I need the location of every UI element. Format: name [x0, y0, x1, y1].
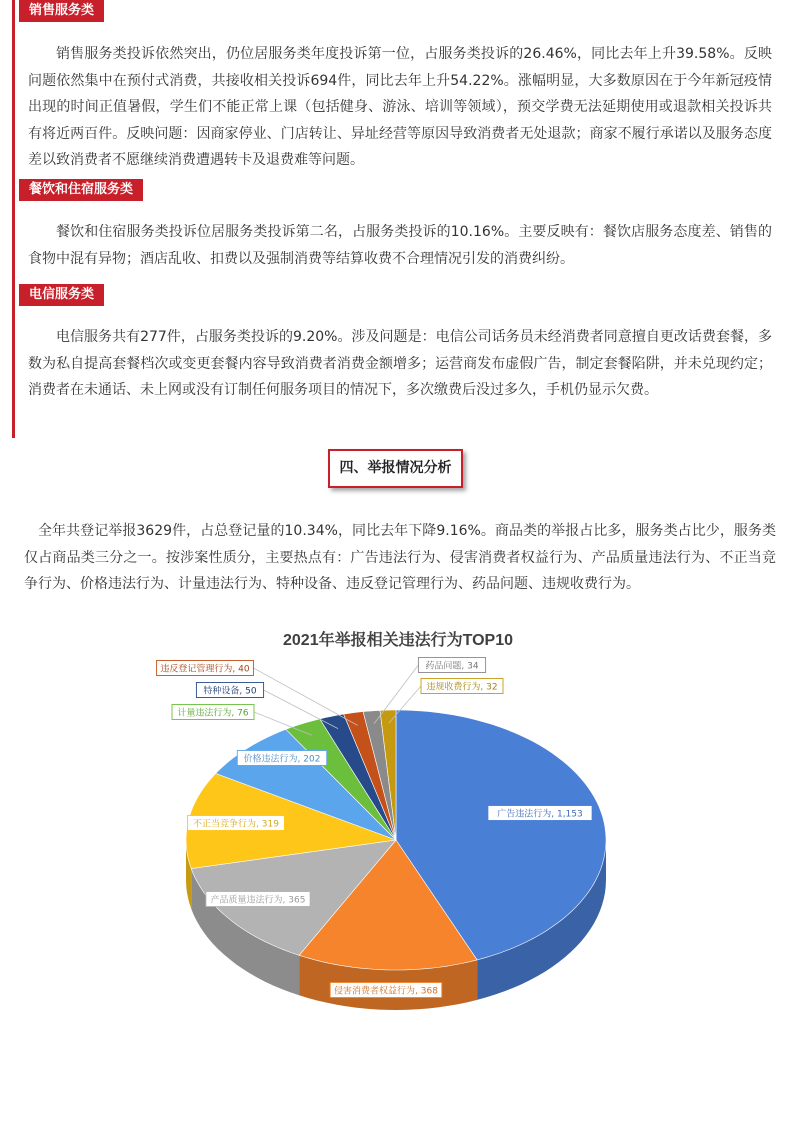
- data-label-3: 不正当竞争行为, 319: [193, 819, 279, 830]
- data-label-4: 价格违法行为, 202: [243, 754, 321, 765]
- data-label-7: 违反登记管理行为, 40: [160, 664, 250, 675]
- section-heading-reports: 四、举报情况分析: [328, 449, 463, 488]
- report-paragraph: 全年共登记举报3629件，占总登记量的10.34%，同比去年下降9.16%。商品类的举报占比多，服务类占比少，服务类仅占商品类三分之一。按涉案性质分，主要热点有：广告违法行为、侵害消费者权益行为、产品质量违法行为、不正当竞争行为、价格违法行为、计量违法行为、特种设备、违反登记管理行为、药品问题、违规收费行为。: [24, 523, 776, 592]
- data-label-0: 广告违法行为, 1,153: [497, 809, 583, 820]
- data-label-8: 药品问题, 34: [425, 661, 479, 672]
- pie-chart: [0, 615, 793, 1085]
- section-label-sales: 销售服务类: [19, 0, 104, 22]
- leader-line-6: [264, 690, 338, 729]
- data-label-1: 侵害消费者权益行为, 368: [334, 986, 438, 997]
- leader-line-7: [253, 668, 357, 725]
- section-paragraph-telecom: 电信服务共有277件，占服务类投诉的9.20%。涉及问题是：电信公司话务员未经消费者同意擅自更改话费套餐，多数为私自提高套餐档次或变更套餐内容导致消费者消费金额增多；运营商发布虚假广告，制定套餐陷阱，并未兑现约定；消费者在未通话、未上网或没有订制任何服务项目的情况下，多次缴费后没过多久，手机仍显示欠费。: [28, 329, 772, 398]
- section-label-catering: 餐饮和住宿服务类: [19, 179, 143, 201]
- chart-title: 2021年举报相关违法行为TOP10: [283, 632, 513, 649]
- section-paragraph-catering: 餐饮和住宿服务类投诉位居服务类投诉第二名，占服务类投诉的10.16%。主要反映有：餐饮店服务态度差、销售的食物中混有异物；酒店乱收、扣费以及强制消费等结算收费不合理情况引发的消费纠纷。: [28, 224, 772, 267]
- pie-tops: [186, 710, 606, 970]
- left-accent-rule: [12, 0, 15, 438]
- section-paragraph-sales: 销售服务类投诉依然突出，仍位居服务类年度投诉第一位，占服务类投诉的26.46%，同比去年上升39.58%。反映问题依然集中在预付式消费，共接收相关投诉694件，同比去年上升54.22%。涨幅明显，大多数原因在于今年新冠疫情出现的时间正值暑假，学生们不能正常上课（包括健身、游泳、培训等领域），预交学费无法延期使用或退款相关投诉共有将近两百件。反映问题：因商家停业、门店转让、异址经营等原因导致消费者无处退款；商家不履行承诺以及服务态度差以致消费者不愿继续消费遭遇转卡及退费难等问题。: [28, 46, 772, 168]
- section-label-telecom: 电信服务类: [19, 284, 104, 306]
- data-label-6: 特种设备, 50: [203, 686, 257, 697]
- data-label-2: 产品质量违法行为, 365: [210, 895, 306, 906]
- data-label-9: 违规收费行为, 32: [426, 682, 498, 693]
- data-label-5: 计量违法行为, 76: [177, 708, 249, 719]
